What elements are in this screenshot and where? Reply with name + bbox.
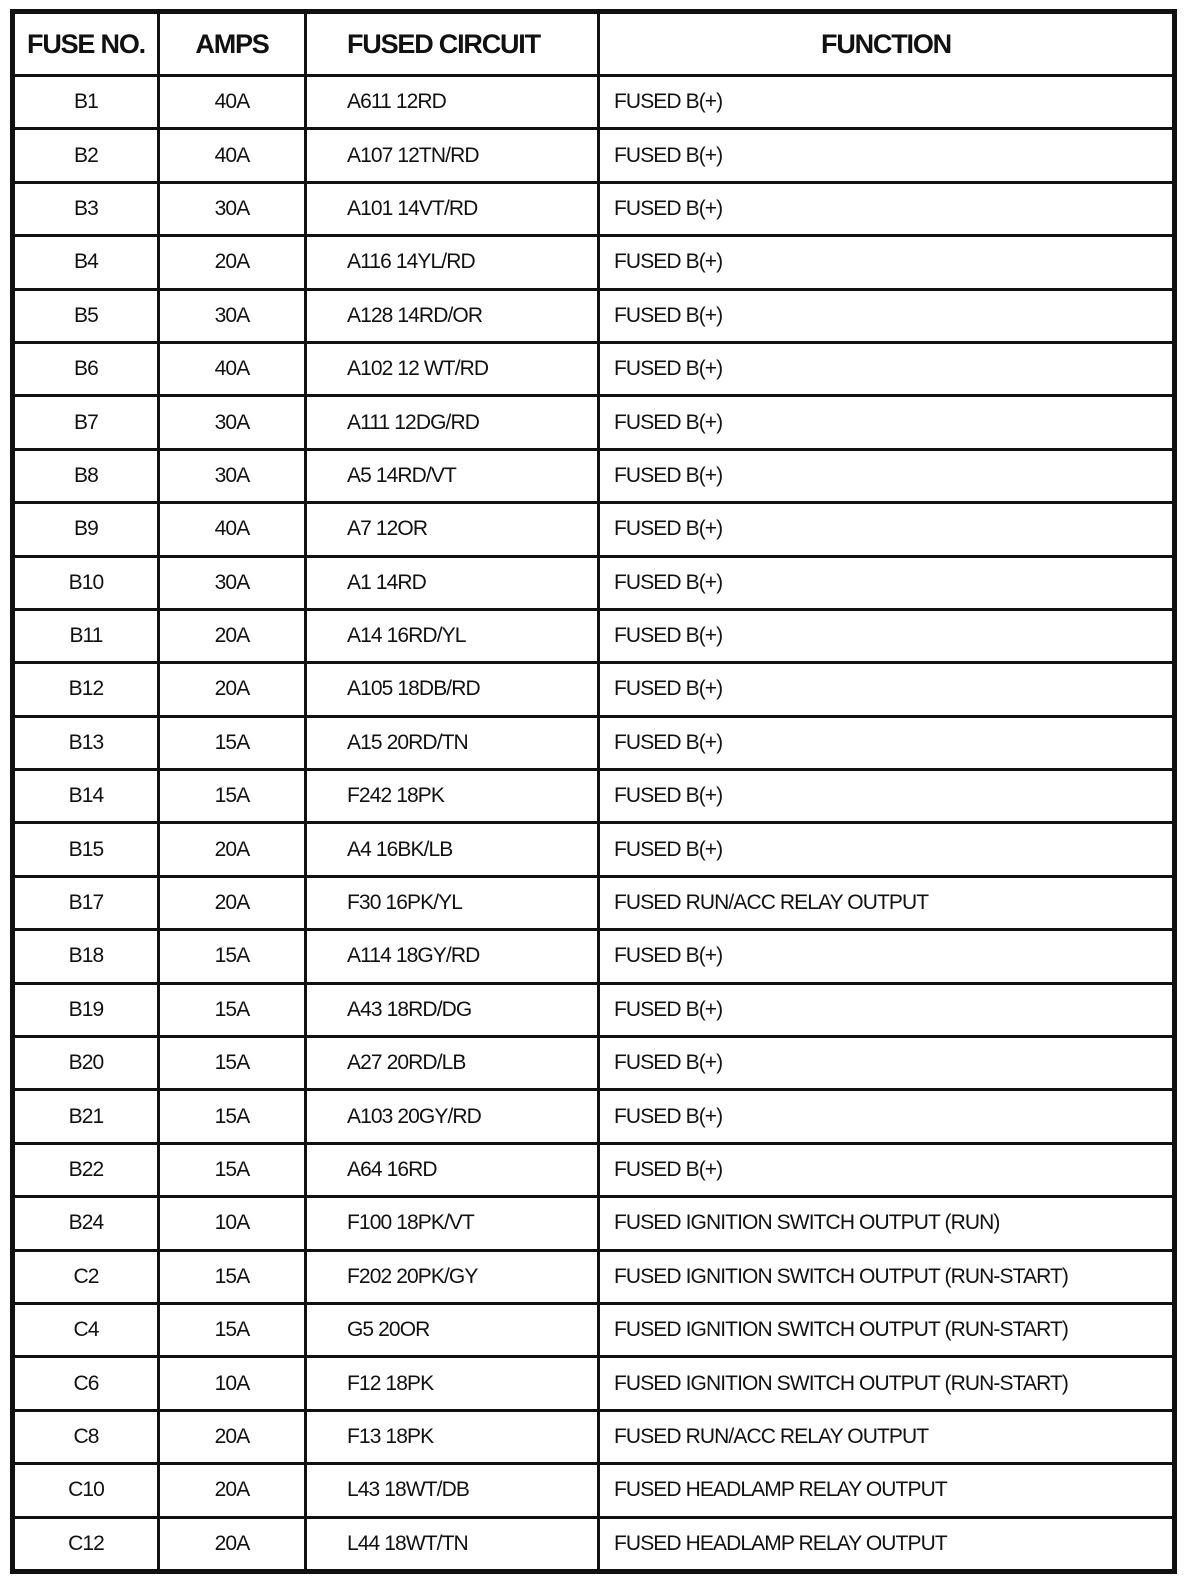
table-row	[13, 236, 1175, 289]
function-cell: FUSED B(+)	[599, 770, 1175, 823]
fused-circuit-cell: F100 18PK/VT	[306, 1197, 599, 1250]
table-row	[13, 556, 1175, 609]
function-cell: FUSED B(+)	[599, 556, 1175, 609]
fused-circuit-cell: A116 14YL/RD	[306, 236, 599, 289]
amps-cell: 20A	[159, 1517, 306, 1571]
amps-cell: 30A	[159, 396, 306, 449]
fused-circuit-cell: A611 12RD	[306, 76, 599, 129]
amps-cell: 30A	[159, 449, 306, 502]
function-cell: FUSED HEADLAMP RELAY OUTPUT	[599, 1517, 1175, 1571]
amps-cell: 30A	[159, 556, 306, 609]
fuse-number-cell: C8	[13, 1410, 159, 1463]
fuse-number-cell: B14	[13, 770, 159, 823]
fused-circuit-cell: A105 18DB/RD	[306, 663, 599, 716]
fuse-number-cell: B12	[13, 663, 159, 716]
fused-circuit-cell: A103 20GY/RD	[306, 1090, 599, 1143]
fuse-number-cell: C10	[13, 1464, 159, 1517]
fused-circuit-cell: A14 16RD/YL	[306, 609, 599, 662]
fuse-number-cell: B5	[13, 289, 159, 342]
fused-circuit-cell: A102 12 WT/RD	[306, 342, 599, 395]
function-cell: FUSED B(+)	[599, 823, 1175, 876]
amps-cell: 20A	[159, 609, 306, 662]
amps-cell: 15A	[159, 716, 306, 769]
function-cell: FUSED B(+)	[599, 129, 1175, 182]
header-fused-circuit: FUSED CIRCUIT	[306, 12, 599, 76]
amps-cell: 15A	[159, 1090, 306, 1143]
amps-cell: 15A	[159, 770, 306, 823]
table-row	[13, 1197, 1175, 1250]
function-cell: FUSED B(+)	[599, 1037, 1175, 1090]
amps-cell: 30A	[159, 182, 306, 235]
fuse-table	[10, 9, 1177, 1574]
fused-circuit-cell: A43 18RD/DG	[306, 983, 599, 1036]
amps-cell: 15A	[159, 1250, 306, 1303]
table-row	[13, 823, 1175, 876]
table-row	[13, 449, 1175, 502]
fuse-number-cell: B19	[13, 983, 159, 1036]
fuse-number-cell: B17	[13, 876, 159, 929]
amps-cell: 20A	[159, 876, 306, 929]
table-row	[13, 1090, 1175, 1143]
header-row	[13, 12, 1175, 76]
fused-circuit-cell: A101 14VT/RD	[306, 182, 599, 235]
fuse-number-cell: B7	[13, 396, 159, 449]
amps-cell: 15A	[159, 1303, 306, 1356]
function-cell: FUSED B(+)	[599, 289, 1175, 342]
table-row	[13, 1357, 1175, 1410]
fused-circuit-cell: F30 16PK/YL	[306, 876, 599, 929]
table-row	[13, 609, 1175, 662]
function-cell: FUSED RUN/ACC RELAY OUTPUT	[599, 1410, 1175, 1463]
fuse-number-cell: C12	[13, 1517, 159, 1571]
table-row	[13, 1250, 1175, 1303]
table-row	[13, 876, 1175, 929]
function-cell: FUSED B(+)	[599, 930, 1175, 983]
fused-circuit-cell: A15 20RD/TN	[306, 716, 599, 769]
fuse-number-cell: B22	[13, 1143, 159, 1196]
fused-circuit-cell: F202 20PK/GY	[306, 1250, 599, 1303]
amps-cell: 15A	[159, 983, 306, 1036]
table-row	[13, 503, 1175, 556]
function-cell: FUSED B(+)	[599, 716, 1175, 769]
fuse-number-cell: B8	[13, 449, 159, 502]
table-row	[13, 76, 1175, 129]
fuse-number-cell: C4	[13, 1303, 159, 1356]
fused-circuit-cell: A64 16RD	[306, 1143, 599, 1196]
fuse-number-cell: B10	[13, 556, 159, 609]
fuse-number-cell: B9	[13, 503, 159, 556]
function-cell: FUSED HEADLAMP RELAY OUTPUT	[599, 1464, 1175, 1517]
function-cell: FUSED B(+)	[599, 983, 1175, 1036]
fuse-number-cell: C2	[13, 1250, 159, 1303]
function-cell: FUSED B(+)	[599, 396, 1175, 449]
amps-cell: 10A	[159, 1197, 306, 1250]
fuse-number-cell: C6	[13, 1357, 159, 1410]
table-row	[13, 1517, 1175, 1571]
amps-cell: 40A	[159, 342, 306, 395]
fuse-number-cell: B2	[13, 129, 159, 182]
table-row	[13, 1464, 1175, 1517]
fuse-number-cell: B1	[13, 76, 159, 129]
function-cell: FUSED B(+)	[599, 76, 1175, 129]
fused-circuit-cell: F242 18PK	[306, 770, 599, 823]
fused-circuit-cell: A5 14RD/VT	[306, 449, 599, 502]
table-row	[13, 289, 1175, 342]
fused-circuit-cell: A27 20RD/LB	[306, 1037, 599, 1090]
fuse-number-cell: B4	[13, 236, 159, 289]
fuse-number-cell: B11	[13, 609, 159, 662]
amps-cell: 15A	[159, 930, 306, 983]
table-row	[13, 983, 1175, 1036]
amps-cell: 20A	[159, 1464, 306, 1517]
amps-cell: 20A	[159, 823, 306, 876]
amps-cell: 20A	[159, 1410, 306, 1463]
function-cell: FUSED B(+)	[599, 1143, 1175, 1196]
amps-cell: 20A	[159, 236, 306, 289]
fused-circuit-cell: L43 18WT/DB	[306, 1464, 599, 1517]
table-row	[13, 342, 1175, 395]
function-cell: FUSED IGNITION SWITCH OUTPUT (RUN-START)	[599, 1357, 1175, 1410]
fused-circuit-cell: A111 12DG/RD	[306, 396, 599, 449]
fuse-number-cell: B20	[13, 1037, 159, 1090]
function-cell: FUSED B(+)	[599, 342, 1175, 395]
table-row	[13, 770, 1175, 823]
function-cell: FUSED B(+)	[599, 236, 1175, 289]
table-row	[13, 182, 1175, 235]
fused-circuit-cell: L44 18WT/TN	[306, 1517, 599, 1571]
function-cell: FUSED B(+)	[599, 663, 1175, 716]
fuse-number-cell: B21	[13, 1090, 159, 1143]
fuse-number-cell: B24	[13, 1197, 159, 1250]
table-row	[13, 1037, 1175, 1090]
function-cell: FUSED RUN/ACC RELAY OUTPUT	[599, 876, 1175, 929]
amps-cell: 40A	[159, 76, 306, 129]
function-cell: FUSED IGNITION SWITCH OUTPUT (RUN-START)	[599, 1250, 1175, 1303]
amps-cell: 20A	[159, 663, 306, 716]
amps-cell: 15A	[159, 1037, 306, 1090]
header-fuse-no: FUSE NO.	[13, 12, 159, 76]
function-cell: FUSED B(+)	[599, 1090, 1175, 1143]
table-row	[13, 1303, 1175, 1356]
table-row	[13, 930, 1175, 983]
table-row	[13, 716, 1175, 769]
table-row	[13, 1410, 1175, 1463]
fused-circuit-cell: A1 14RD	[306, 556, 599, 609]
function-cell: FUSED B(+)	[599, 449, 1175, 502]
amps-cell: 30A	[159, 289, 306, 342]
fused-circuit-cell: A114 18GY/RD	[306, 930, 599, 983]
table-row	[13, 129, 1175, 182]
function-cell: FUSED IGNITION SWITCH OUTPUT (RUN)	[599, 1197, 1175, 1250]
fused-circuit-cell: A128 14RD/OR	[306, 289, 599, 342]
function-cell: FUSED B(+)	[599, 182, 1175, 235]
table-row	[13, 1143, 1175, 1196]
fuse-number-cell: B6	[13, 342, 159, 395]
function-cell: FUSED B(+)	[599, 609, 1175, 662]
amps-cell: 10A	[159, 1357, 306, 1410]
fuse-number-cell: B3	[13, 182, 159, 235]
fuse-number-cell: B15	[13, 823, 159, 876]
fused-circuit-cell: F13 18PK	[306, 1410, 599, 1463]
amps-cell: 40A	[159, 503, 306, 556]
fused-circuit-cell: A4 16BK/LB	[306, 823, 599, 876]
table-row	[13, 396, 1175, 449]
header-function: FUNCTION	[599, 12, 1175, 76]
amps-cell: 40A	[159, 129, 306, 182]
table-row	[13, 663, 1175, 716]
fused-circuit-cell: A7 12OR	[306, 503, 599, 556]
fused-circuit-cell: F12 18PK	[306, 1357, 599, 1410]
fuse-number-cell: B18	[13, 930, 159, 983]
fuse-number-cell: B13	[13, 716, 159, 769]
function-cell: FUSED B(+)	[599, 503, 1175, 556]
fused-circuit-cell: G5 20OR	[306, 1303, 599, 1356]
amps-cell: 15A	[159, 1143, 306, 1196]
fused-circuit-cell: A107 12TN/RD	[306, 129, 599, 182]
header-amps: AMPS	[159, 12, 306, 76]
function-cell: FUSED IGNITION SWITCH OUTPUT (RUN-START)	[599, 1303, 1175, 1356]
